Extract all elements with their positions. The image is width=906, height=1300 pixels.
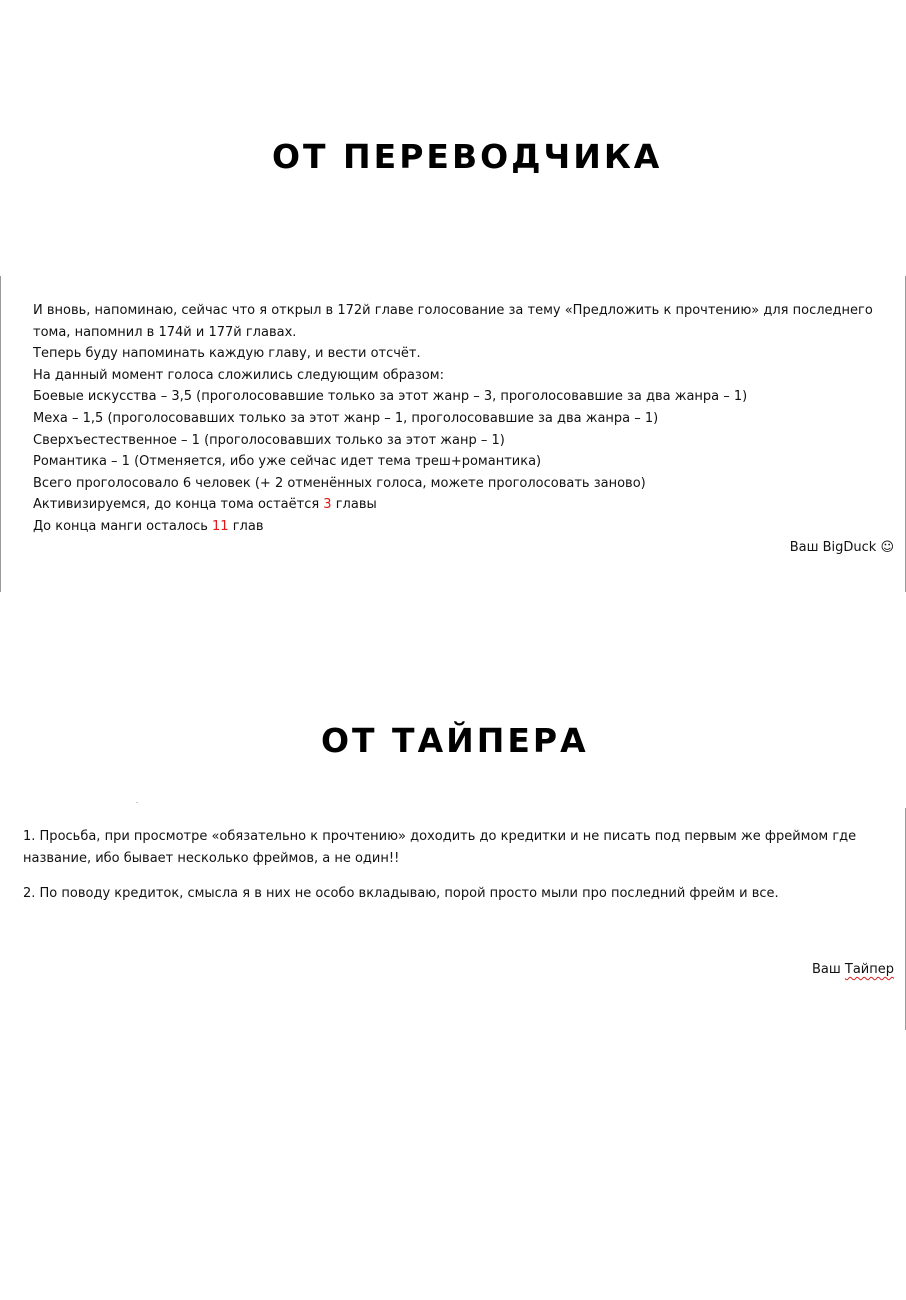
- note-line: [33, 408, 899, 430]
- typer-note-item: 1. Просьба, при просмотре «обязательно к прочтению» доходить до кредитки и не писать под первым же фреймом где название, ибо бывает несколько фреймов, а не один!!: [23, 829, 857, 866]
- typer-signature: [812, 962, 894, 977]
- note-text: главы: [331, 497, 377, 513]
- note-line: [33, 473, 899, 495]
- note-text: Всего проголосовало 6 человек (+ 2 отменённых голоса, можете проголосовать заново): [33, 475, 646, 491]
- note-text: До конца манги осталось: [33, 518, 213, 534]
- note-line: [33, 365, 899, 387]
- note-text: Романтика – 1 (Отменяется, ибо уже сейчас идет тема треш+романтика): [33, 454, 542, 470]
- typer-signature-prefix: Ваш: [811, 962, 845, 977]
- typer-note-item: 2. По поводу кредиток, смысла я в них не особо вкладываю, порой просто мыли про последний фрейм и все.: [23, 886, 779, 901]
- note-text: На данный момент голоса сложились следующим образом:: [33, 367, 444, 383]
- note-text: тома, напомнил в 174й и 177й главах.: [33, 324, 297, 340]
- note-line: [33, 343, 899, 365]
- translator-heading: ОТ ПЕРЕВОДЧИКА: [272, 137, 663, 176]
- note-line: [33, 300, 899, 322]
- translator-note: [33, 300, 899, 538]
- note-text: Сверхъестественное – 1 (проголосовавших только за этот жанр – 1): [33, 432, 505, 448]
- scan-speck: [136, 802, 138, 803]
- highlighted-count: 11: [212, 518, 229, 534]
- note-text: Меха – 1,5 (проголосовавших только за этот жанр – 1, проголосовавшие за два жанра – 1): [33, 410, 659, 426]
- note-line: [33, 322, 899, 344]
- note-line: [33, 386, 899, 408]
- typer-note: [23, 826, 895, 905]
- note-text: Боевые искусства – 3,5 (проголосовавшие только за этот жанр – 3, проголосовавшие за два жанра – 1): [33, 389, 748, 405]
- note-line: [33, 494, 899, 516]
- note-text: Активизируемся, до конца тома остаётся: [33, 497, 324, 513]
- typer-heading: ОТ ТАЙПЕРА: [321, 721, 589, 760]
- note-line: [33, 430, 899, 452]
- note-line: [33, 451, 899, 473]
- note-text: Теперь буду напоминать каждую главу, и вести отсчёт.: [33, 346, 421, 362]
- note-text: глав: [228, 518, 264, 534]
- typer-signature-name: Тайпер: [844, 962, 894, 977]
- translator-signature: Ваш BigDuck ☺: [789, 540, 894, 555]
- highlighted-count: 3: [323, 497, 332, 513]
- left-border-line: [0, 276, 1, 592]
- note-line: [33, 516, 899, 538]
- note-text: И вновь, напоминаю, сейчас что я открыл в 172й главе голосование за тему «Предложить к прочтению» для последнего: [33, 303, 873, 318]
